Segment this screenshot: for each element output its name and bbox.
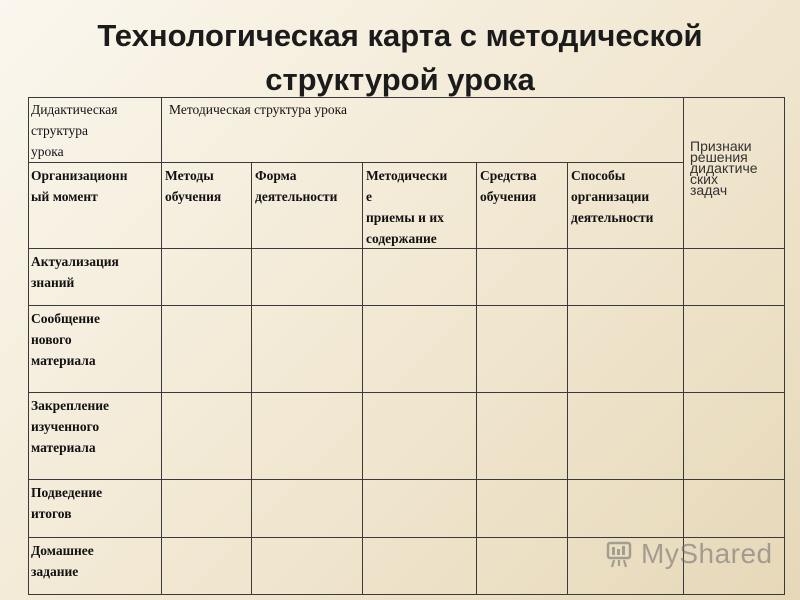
subheader-methods: Методы обучения bbox=[162, 163, 252, 249]
table-cell bbox=[568, 393, 684, 480]
table-cell bbox=[162, 306, 252, 393]
table-cell bbox=[477, 538, 568, 595]
table-cell bbox=[684, 393, 785, 480]
table-cell bbox=[363, 306, 477, 393]
header-methodic-structure: Методическая структура урока bbox=[162, 97, 684, 163]
table-cell bbox=[252, 393, 363, 480]
table-cell bbox=[684, 480, 785, 538]
table-cell bbox=[477, 249, 568, 306]
page-title bbox=[0, 14, 800, 102]
table-cell bbox=[252, 306, 363, 393]
myshared-logo-icon bbox=[605, 539, 635, 569]
table-cell bbox=[363, 249, 477, 306]
table-cell bbox=[477, 393, 568, 480]
table-cell bbox=[252, 480, 363, 538]
table-cell bbox=[252, 538, 363, 595]
subheader-ways: Способы организации деятельности bbox=[568, 163, 684, 249]
stage-cell: Сообщение нового материала bbox=[28, 306, 162, 393]
subheader-form: Форма деятельности bbox=[252, 163, 363, 249]
table-cell bbox=[252, 249, 363, 306]
table-cell bbox=[684, 306, 785, 393]
header-signs: Признаки решения дидактиче ских задач bbox=[684, 97, 785, 249]
table-cell bbox=[684, 249, 785, 306]
watermark bbox=[605, 536, 773, 572]
subheader-means: Средства обучения bbox=[477, 163, 568, 249]
table-cell bbox=[363, 480, 477, 538]
table-cell bbox=[568, 249, 684, 306]
stage-cell: Домашнее задание bbox=[28, 538, 162, 595]
table-cell bbox=[363, 393, 477, 480]
subheader-organization: Организационн ый момент bbox=[28, 163, 162, 249]
table-cell bbox=[568, 480, 684, 538]
table-cell bbox=[363, 538, 477, 595]
table-cell bbox=[162, 480, 252, 538]
title-line-1: Технологическая карта с методической bbox=[97, 18, 703, 53]
table-cell bbox=[477, 480, 568, 538]
watermark-text: MyShared bbox=[641, 538, 773, 569]
title-line-2: структурой урока bbox=[265, 62, 535, 97]
subheader-techniques: Методически е приемы и их содержание bbox=[363, 163, 477, 249]
table-cell bbox=[162, 249, 252, 306]
stage-cell: Подведение итогов bbox=[28, 480, 162, 538]
table-cell bbox=[568, 306, 684, 393]
stage-cell: Закрепление изученного материала bbox=[28, 393, 162, 480]
table-cell bbox=[477, 306, 568, 393]
table-cell bbox=[162, 393, 252, 480]
header-didactic-structure: Дидактическая структура урока bbox=[28, 97, 162, 163]
methodic-table bbox=[28, 97, 785, 595]
table-cell bbox=[162, 538, 252, 595]
stage-cell: Актуализация знаний bbox=[28, 249, 162, 306]
